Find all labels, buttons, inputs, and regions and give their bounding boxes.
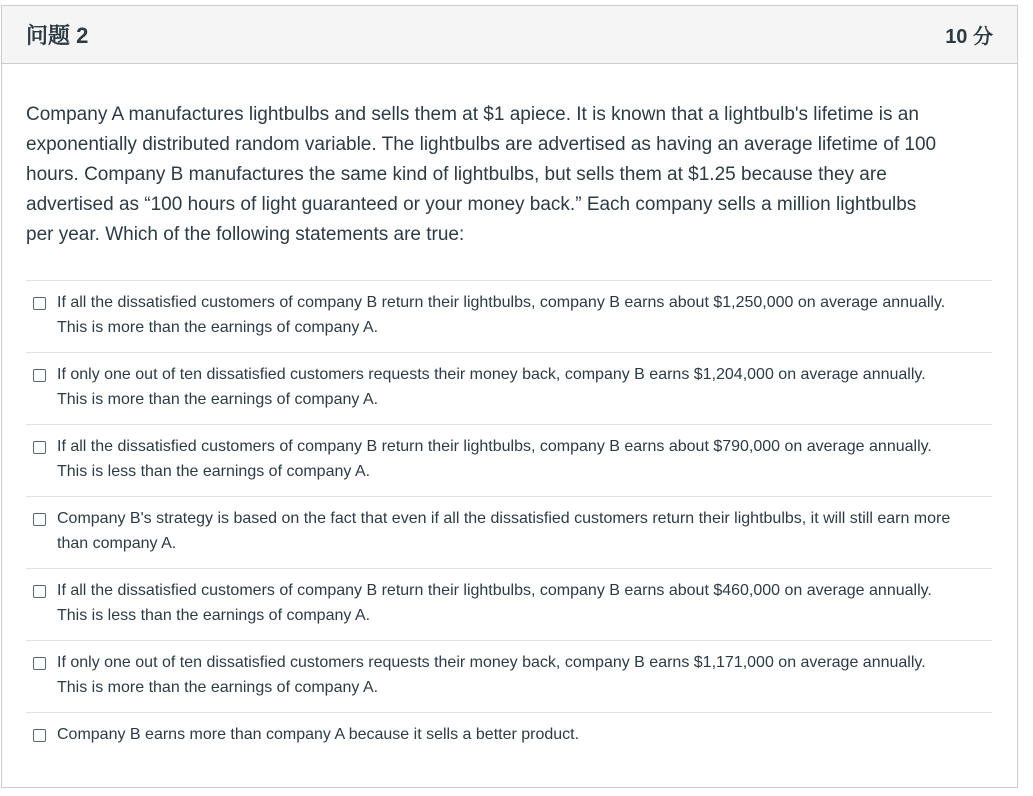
answer-label: If all the dissatisfied customers of company B return their lightbulbs, company B earns about $790,000 on average annually. This is less than the earnings of company A. bbox=[57, 438, 932, 480]
answer-label: If all the dissatisfied customers of company B return their lightbulbs, company B earns about $460,000 on average annually. This is less than the earnings of company A. bbox=[57, 582, 932, 624]
question-title: 问题 2 bbox=[26, 23, 89, 48]
question-card bbox=[1, 5, 1018, 788]
question-header bbox=[2, 6, 1017, 64]
answer-label: If only one out of ten dissatisfied customers requests their money back, company B earns $1,204,000 on average annually. This is more than the earnings of company A. bbox=[57, 366, 926, 408]
checkbox-icon[interactable] bbox=[33, 441, 46, 454]
answer-label: If all the dissatisfied customers of company B return their lightbulbs, company B earns about $1,250,000 on average annually. This is more than the earnings of company A. bbox=[57, 294, 946, 336]
checkbox-icon[interactable] bbox=[33, 297, 46, 310]
answer-label: Company B earns more than company A because it sells a better product. bbox=[57, 726, 580, 743]
answer-option[interactable] bbox=[26, 640, 992, 712]
checkbox-icon[interactable] bbox=[33, 513, 46, 526]
answer-option[interactable] bbox=[26, 496, 992, 568]
checkbox-icon[interactable] bbox=[33, 729, 46, 742]
checkbox-icon[interactable] bbox=[33, 369, 46, 382]
answer-list bbox=[26, 280, 992, 762]
checkbox-icon[interactable] bbox=[33, 657, 46, 670]
question-text: Company A manufactures lightbulbs and sells them at $1 apiece. It is known that a lightbulb's lifetime is an exponentially distributed random variable. The lightbulbs are advertised as having an average lifetime of 100 hours. Company B manufactures the same kind of lightbulbs, but sells them at $1.25 because they are advertised as “100 hours of light guaranteed or your money back.” Each company sells a million lightbulbs per year. Which of the following statements are true: bbox=[26, 104, 937, 245]
answer-option[interactable] bbox=[26, 568, 992, 640]
answer-option[interactable] bbox=[26, 712, 992, 762]
answer-label: If only one out of ten dissatisfied customers requests their money back, company B earns $1,171,000 on average annually. This is more than the earnings of company A. bbox=[57, 654, 926, 696]
question-points: 10 分 bbox=[945, 26, 993, 48]
answer-label: Company B's strategy is based on the fact that even if all the dissatisfied customers return their lightbulbs, it will still earn more than company A. bbox=[57, 510, 951, 552]
checkbox-icon[interactable] bbox=[33, 585, 46, 598]
answer-option[interactable] bbox=[26, 352, 992, 424]
answer-option[interactable] bbox=[26, 280, 992, 352]
answer-option[interactable] bbox=[26, 424, 992, 496]
